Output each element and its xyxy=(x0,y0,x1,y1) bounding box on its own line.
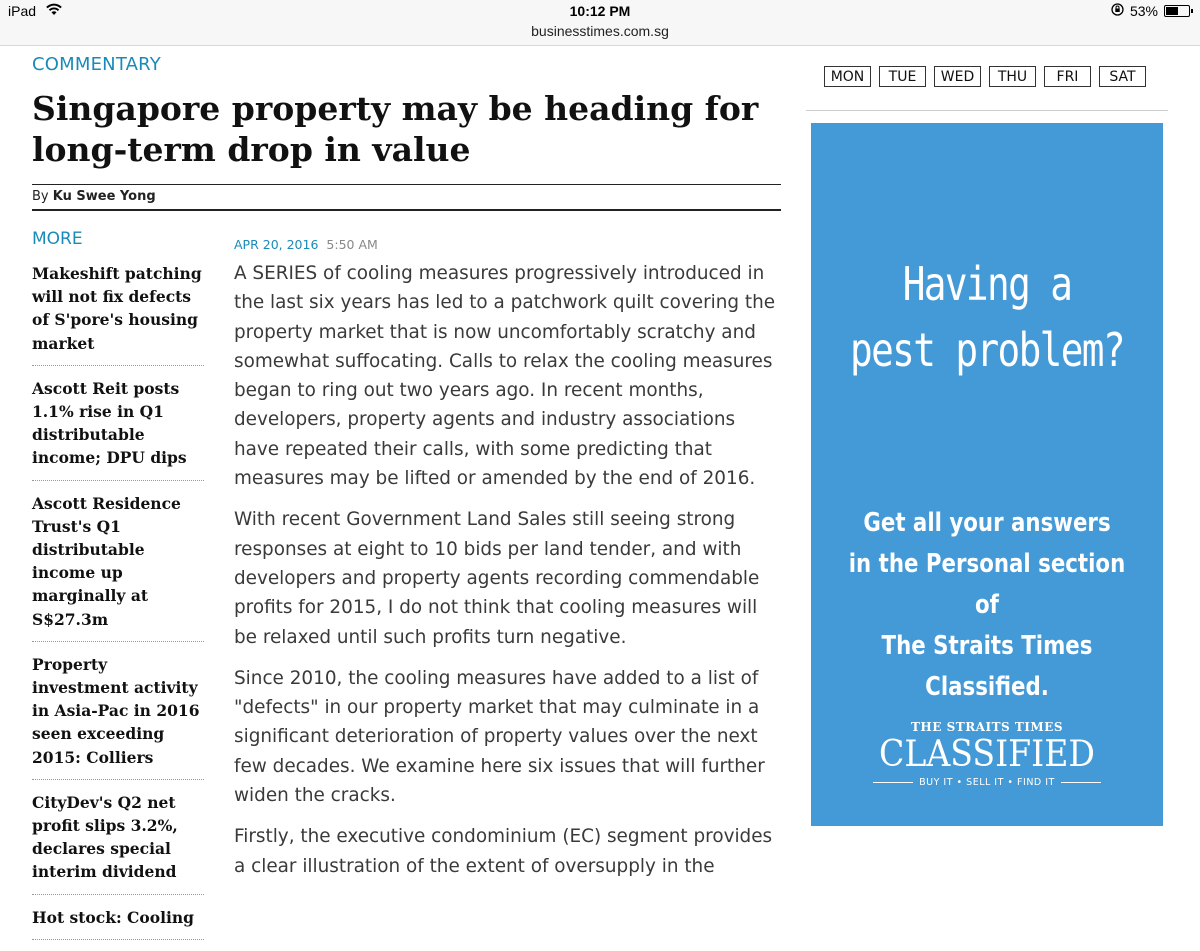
rotation-lock-icon xyxy=(1111,3,1124,19)
tab-tue[interactable]: TUE xyxy=(879,66,926,87)
more-heading: MORE xyxy=(32,229,83,249)
ad-headline-line: pest problem? xyxy=(850,323,1124,377)
address-bar[interactable]: businesstimes.com.sg xyxy=(531,23,669,39)
status-bar xyxy=(0,0,1200,46)
day-tabs xyxy=(824,66,1146,87)
battery-percent: 53% xyxy=(1129,3,1158,19)
more-item[interactable]: Makeshift patching will not fix defects of S'pore's housing market xyxy=(32,262,204,366)
publish-time: 5:50 AM xyxy=(326,237,378,252)
byline-divider-bottom xyxy=(32,209,781,211)
ad-subtext-line: The Straits Times xyxy=(881,631,1093,661)
publish-date: APR 20, 2016 xyxy=(234,237,319,252)
section-kicker[interactable]: COMMENTARY xyxy=(32,54,161,75)
ad-headline-line: Having a xyxy=(902,257,1072,311)
battery-icon xyxy=(1164,5,1190,17)
ad-subtext-line: Classified. xyxy=(925,672,1049,702)
ad-tagline xyxy=(811,777,1163,788)
ad-subtext-line: in the Personal section of xyxy=(848,549,1126,620)
tab-thu[interactable]: THU xyxy=(989,66,1036,87)
device-name: iPad xyxy=(8,3,37,19)
article-headline: Singapore property may be heading for long-term drop in value xyxy=(32,89,759,169)
tagline-rule xyxy=(873,782,913,783)
right-divider xyxy=(806,110,1168,111)
more-list xyxy=(32,262,204,951)
byline xyxy=(32,189,156,204)
ad-brand: CLASSIFIED xyxy=(879,734,1095,775)
more-item[interactable]: Ascott Reit posts 1.1% rise in Q1 distributable income; DPU dips xyxy=(32,377,204,481)
battery-fill xyxy=(1166,7,1178,15)
advertisement[interactable] xyxy=(811,123,1163,826)
dateline xyxy=(234,237,378,252)
ad-subtext xyxy=(843,503,1132,708)
ad-tagline-text: BUY IT • SELL IT • FIND IT xyxy=(919,777,1055,788)
more-item[interactable]: Hot stock: Cooling xyxy=(32,906,204,940)
byline-prefix: By xyxy=(32,189,49,204)
tab-wed[interactable]: WED xyxy=(934,66,981,87)
tab-fri[interactable]: FRI xyxy=(1044,66,1091,87)
paragraph: A SERIES of cooling measures progressively introduced in the last six years has led to a patchwork quilt covering the property market that is now uncomfortably scratchy and somewhat suffocating. Calls to relax the cooling measures began to ring out two years ago. In recent months, developers, property agents and industry associations have repeated their calls, with some predicting that measures may be lifted or amended by the end of 2016. xyxy=(234,263,776,490)
tagline-rule xyxy=(1061,782,1101,783)
tab-mon[interactable]: MON xyxy=(824,66,871,87)
byline-divider-top xyxy=(32,184,781,185)
ad-subtext-line: Get all your answers xyxy=(863,508,1111,538)
paragraph: Firstly, the executive condominium (EC) segment provides a clear illustration of the extent of oversupply in the xyxy=(234,826,773,877)
status-right xyxy=(1111,3,1190,19)
author-name[interactable]: Ku Swee Yong xyxy=(52,189,156,204)
ad-brand-top: THE STRAITS TIMES xyxy=(911,720,1063,734)
clock: 10:12 PM xyxy=(569,3,631,19)
ad-headline xyxy=(843,251,1132,383)
more-item[interactable]: Ascott Residence Trust's Q1 distributable income up marginally at S$27.3m xyxy=(32,492,204,642)
paragraph: With recent Government Land Sales still seeing strong responses at eight to 10 bids per land tender, and with developers and property agents recording commendable profits for 2015, I do not think that cooling measures will be relaxed until such profits turn negative. xyxy=(234,509,760,648)
tab-sat[interactable]: SAT xyxy=(1099,66,1146,87)
more-item[interactable]: CityDev's Q2 net profit slips 3.2%, declares special interim dividend xyxy=(32,791,204,895)
more-item[interactable]: Property investment activity in Asia-Pac in 2016 seen exceeding 2015: Colliers xyxy=(32,653,204,780)
paragraph: Since 2010, the cooling measures have added to a list of "defects" in our property market that may culminate in a significant deterioration of property values over the next few decades. We examine here six issues that will further widen the cracks. xyxy=(234,667,765,807)
article-body xyxy=(234,259,784,893)
